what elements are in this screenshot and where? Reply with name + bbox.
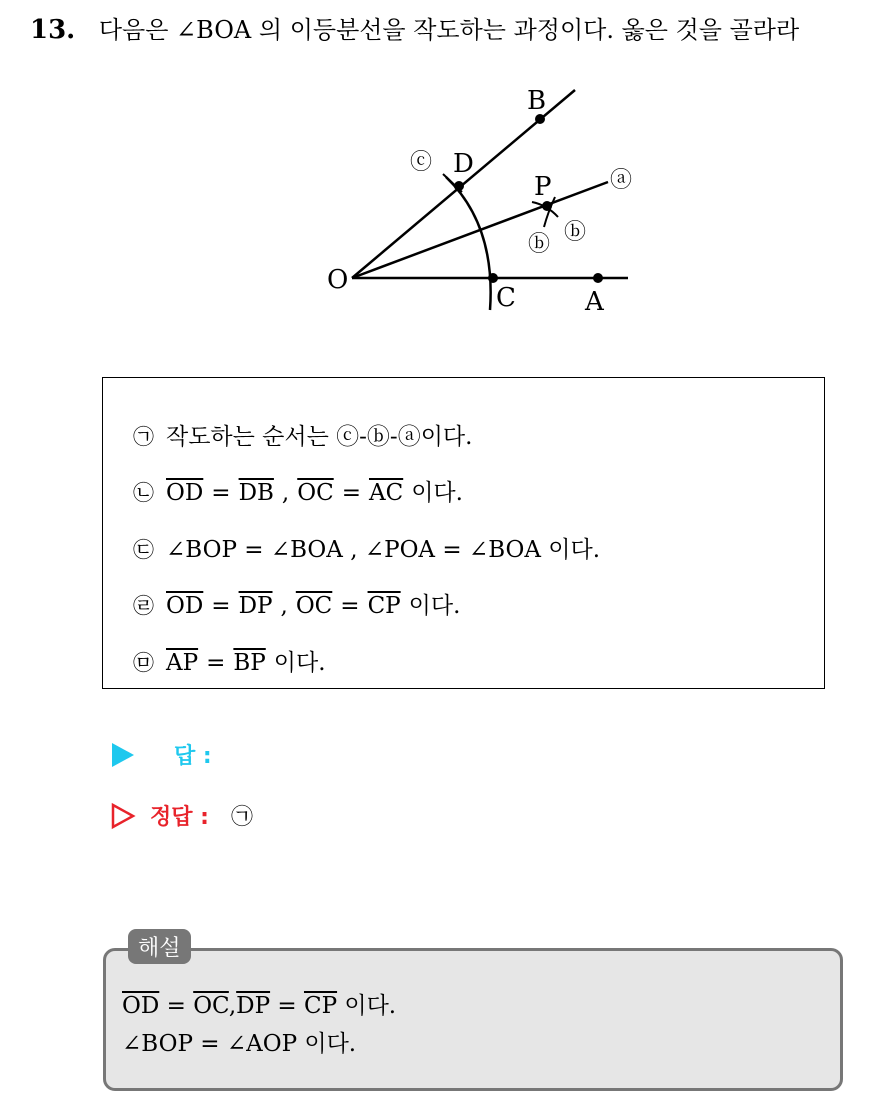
segment: $\overline{DP}$	[238, 593, 273, 619]
correct-value: ㉠	[230, 805, 253, 830]
play-triangle-icon	[110, 741, 136, 769]
choice-tail: 이다.	[408, 593, 461, 619]
separator: ,	[280, 593, 288, 619]
correct-label: 정답 :	[150, 805, 209, 830]
equals: =	[206, 650, 226, 676]
choice-3	[133, 531, 600, 564]
segment: $\overline{DP}$	[236, 993, 271, 1019]
segment: $\overline{AP}$	[166, 650, 199, 676]
label-c: C	[496, 283, 516, 313]
choice-marker: ㉡	[133, 481, 154, 505]
explanation-tail: 이다.	[344, 993, 397, 1019]
choice-5	[133, 644, 326, 677]
choice-4	[133, 587, 460, 620]
equals: =	[166, 993, 186, 1019]
segment: $\overline{OD}$	[122, 993, 160, 1019]
segment: $\overline{OC}$	[193, 993, 229, 1019]
answer-label: 답 :	[174, 744, 212, 769]
label-a: A	[585, 287, 604, 317]
point-p	[542, 201, 552, 211]
segment: $\overline{OC}$	[297, 480, 334, 506]
question	[30, 10, 799, 45]
outline-triangle-icon	[110, 802, 136, 830]
question-text: 다음은 ∠BOA 의 이등분선을 작도하는 과정이다. 옳은 것을 골라라	[98, 16, 800, 44]
label-circ-a: ⓐ	[610, 168, 633, 193]
angle-bisector-figure	[300, 75, 660, 330]
explanation-line-1	[122, 987, 396, 1020]
choices-box	[102, 377, 825, 689]
answer-correct	[110, 800, 253, 831]
label-d: D	[453, 149, 474, 179]
question-number: 13.	[30, 15, 76, 45]
choice-marker: ㉤	[133, 651, 154, 675]
point-c	[488, 273, 498, 283]
equals: =	[277, 993, 297, 1019]
label-o: O	[327, 265, 349, 295]
segment: $\overline{BP}$	[233, 650, 266, 676]
choice-text: 작도하는 순서는 ⓒ-ⓑ-ⓐ이다.	[166, 424, 473, 450]
segment: $\overline{DB}$	[238, 480, 274, 506]
choice-2	[133, 474, 463, 507]
label-circ-b1: ⓑ	[528, 232, 551, 257]
choice-tail: 이다.	[273, 650, 326, 676]
equals: =	[211, 480, 231, 506]
equals: =	[340, 593, 360, 619]
label-p: P	[534, 172, 552, 202]
choice-marker: ㉣	[133, 594, 154, 618]
choice-tail: 이다.	[411, 480, 463, 506]
choice-marker: ㉢	[133, 538, 154, 562]
equals: =	[341, 480, 361, 506]
arc-dc	[446, 177, 491, 310]
point-a	[593, 273, 603, 283]
segment: $\overline{OC}$	[295, 593, 333, 619]
separator: ,	[281, 480, 290, 506]
label-b: B	[527, 86, 547, 116]
point-d	[454, 181, 464, 191]
choice-1	[133, 418, 472, 451]
answer-blank	[110, 739, 212, 770]
choice-text: ∠BOP = ∠BOA , ∠POA = ∠BOA 이다.	[166, 537, 601, 563]
choice-marker: ㉠	[133, 425, 154, 449]
equals: =	[211, 593, 231, 619]
separator: ,	[228, 993, 237, 1019]
segment: $\overline{CP}$	[303, 993, 338, 1019]
label-circ-b2: ⓑ	[564, 220, 587, 245]
explanation-tag: 해설	[128, 929, 191, 964]
label-circ-c: ⓒ	[410, 150, 433, 175]
segment: $\overline{OD}$	[166, 593, 204, 619]
segment: $\overline{CP}$	[367, 593, 401, 619]
segment: $\overline{OD}$	[166, 480, 204, 506]
segment: $\overline{AC}$	[368, 480, 404, 506]
explanation-line-2: ∠BOP = ∠AOP 이다.	[122, 1031, 357, 1057]
